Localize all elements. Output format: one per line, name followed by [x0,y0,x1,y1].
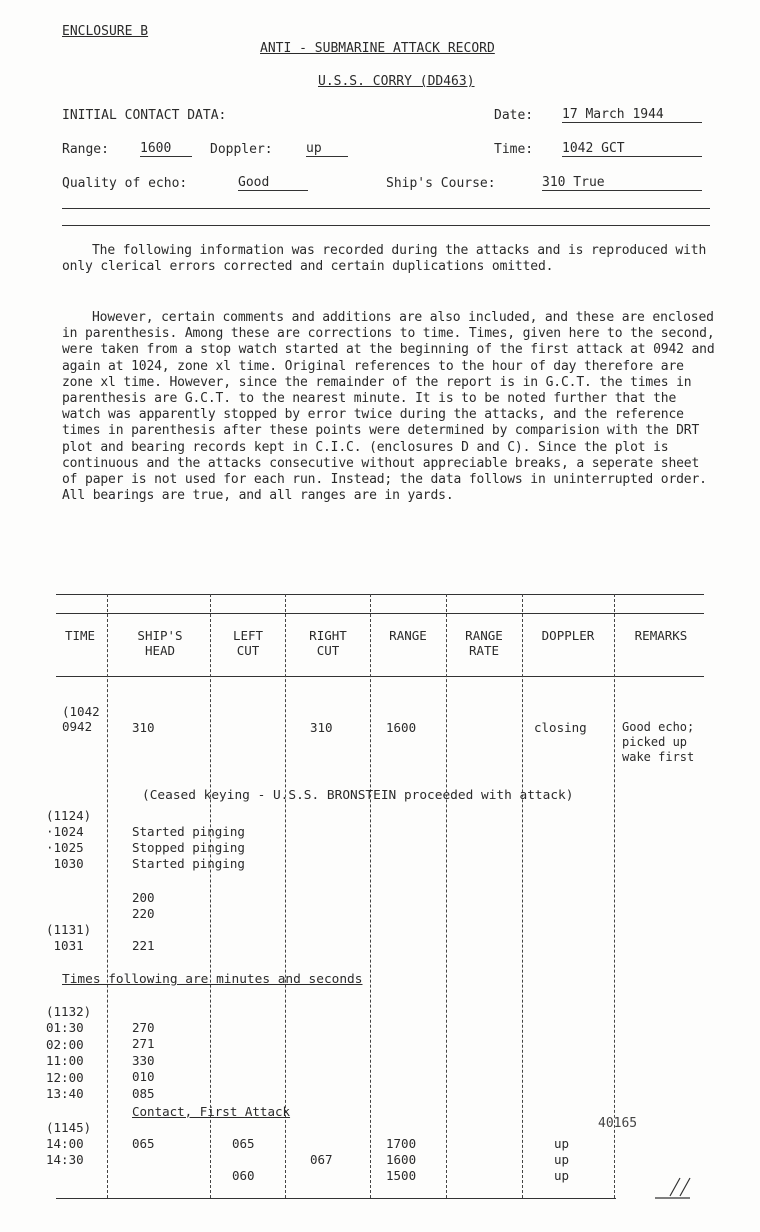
col-divider [522,594,523,1198]
document-title: ANTI - SUBMARINE ATTACK RECORD [260,41,495,56]
ship-name: U.S.S. CORRY (DD463) [318,74,475,89]
date-value: 17 March 1944 [562,107,702,123]
contact-section-label: INITIAL CONTACT DATA: [62,108,227,123]
date-label: Date: [494,108,534,123]
table-cell-range: 1600 [386,720,417,735]
document-number-stamp: 40165 [598,1116,638,1131]
intro-paragraph: The following information was recorded during the attacks and is reproduced with only clerical errors corrected and certain duplications omitted. [62,243,707,275]
head-block-2: 270 271 330 010 085 [132,1020,155,1101]
table-cell-doppler: closing [534,720,587,735]
course-value: 310 True [542,175,702,191]
doppler-label: Doppler: [210,142,273,157]
header-time: TIME [64,628,96,643]
col-divider [614,594,615,1198]
table-top-rule [56,594,704,595]
header-ships-head: SHIP'S HEAD [137,628,183,658]
divider-upper [62,208,710,209]
header-right-cut: RIGHT CUT [309,628,347,658]
notes-paragraph: However, certain comments and additions are also included, and these are enclosed in parenthesis. Among these are corrections to time. Times, given here to the second, were taken from a stop watch started at the beginning of the first attack at 0942 and again at 1024, zone xl time. Original references to the hour of day therefore are zone xl time. However, since the remainder of the report is in G.C.T. the times in parenthesis are G.C.T. to the nearest minute. It is to be noted further that the watch was apparently stopped by error twice during the attacks, and the reference times in parenthesis after these points were determined by comparision with the DRT plot and bearing records kept in C.I.C. (enclosures D and C). Since the plot is continuous and the attacks consecutive without appreciable breaks, a seperate sheet of paper is not used for each run. Instead; the data follows in uninterrupted order. All bearings are true, and all ranges are in yards. [62,310,715,504]
header-left-cut: LEFT CUT [232,628,264,658]
table-header-bottom-rule [56,676,704,677]
divider-lower [62,225,710,226]
time-block-2: (1132) 01:30 02:00 11:00 12:00 13:40 [46,1004,92,1102]
time-label: Time: [494,142,534,157]
minutes-note: Times following are minutes and seconds [62,972,363,987]
table-cell-right-cut: 310 [310,720,333,735]
range-value: 1600 [140,141,192,157]
table-cell-head: 310 [132,720,155,735]
header-remarks: REMARKS [634,628,688,643]
time-block-1: (1124) ·1024 ·1025 1030 [46,808,92,871]
table-header-top-rule [56,613,704,614]
head-1031: 221 [132,938,155,953]
head-block-3: 065 [132,1136,155,1151]
right-cut-block-3: 067 [310,1152,333,1167]
handwritten-mark-icon [650,1172,700,1202]
header-range: RANGE [389,628,427,643]
range-label: Range: [62,142,109,157]
table-bottom-rule [56,1198,616,1199]
col-divider [446,594,447,1198]
action-block-1: Started pinging Stopped pinging Started pinging [132,824,245,871]
header-range-rate: RANGE RATE [465,628,503,658]
table-cell-time: (1042 0942 [62,704,100,734]
head-block-1: 200 220 [132,890,155,921]
bronstein-note: (Ceased keying - U.S.S. BRONSTEIN proceeded with attack) [142,788,574,803]
time-1031: (1131) 1031 [46,922,92,953]
left-cut-block-3: 065 060 [232,1136,255,1183]
col-divider [370,594,371,1198]
header-doppler: DOPPLER [541,628,595,643]
quality-label: Quality of echo: [62,176,188,191]
col-divider [107,594,108,1198]
first-attack-note: Contact, First Attack [132,1104,291,1119]
course-label: Ship's Course: [386,176,496,191]
time-value: 1042 GCT [562,141,702,157]
time-block-3: (1145) 14:00 14:30 [46,1120,92,1167]
quality-value: Good [238,175,308,191]
range-block-3: 1700 1600 1500 [386,1136,417,1183]
doppler-block-3: up up up [554,1136,570,1183]
table-cell-remarks: Good echo; picked up wake first [622,720,695,764]
enclosure-label: ENCLOSURE B [62,24,149,39]
doppler-value: up [306,141,348,157]
